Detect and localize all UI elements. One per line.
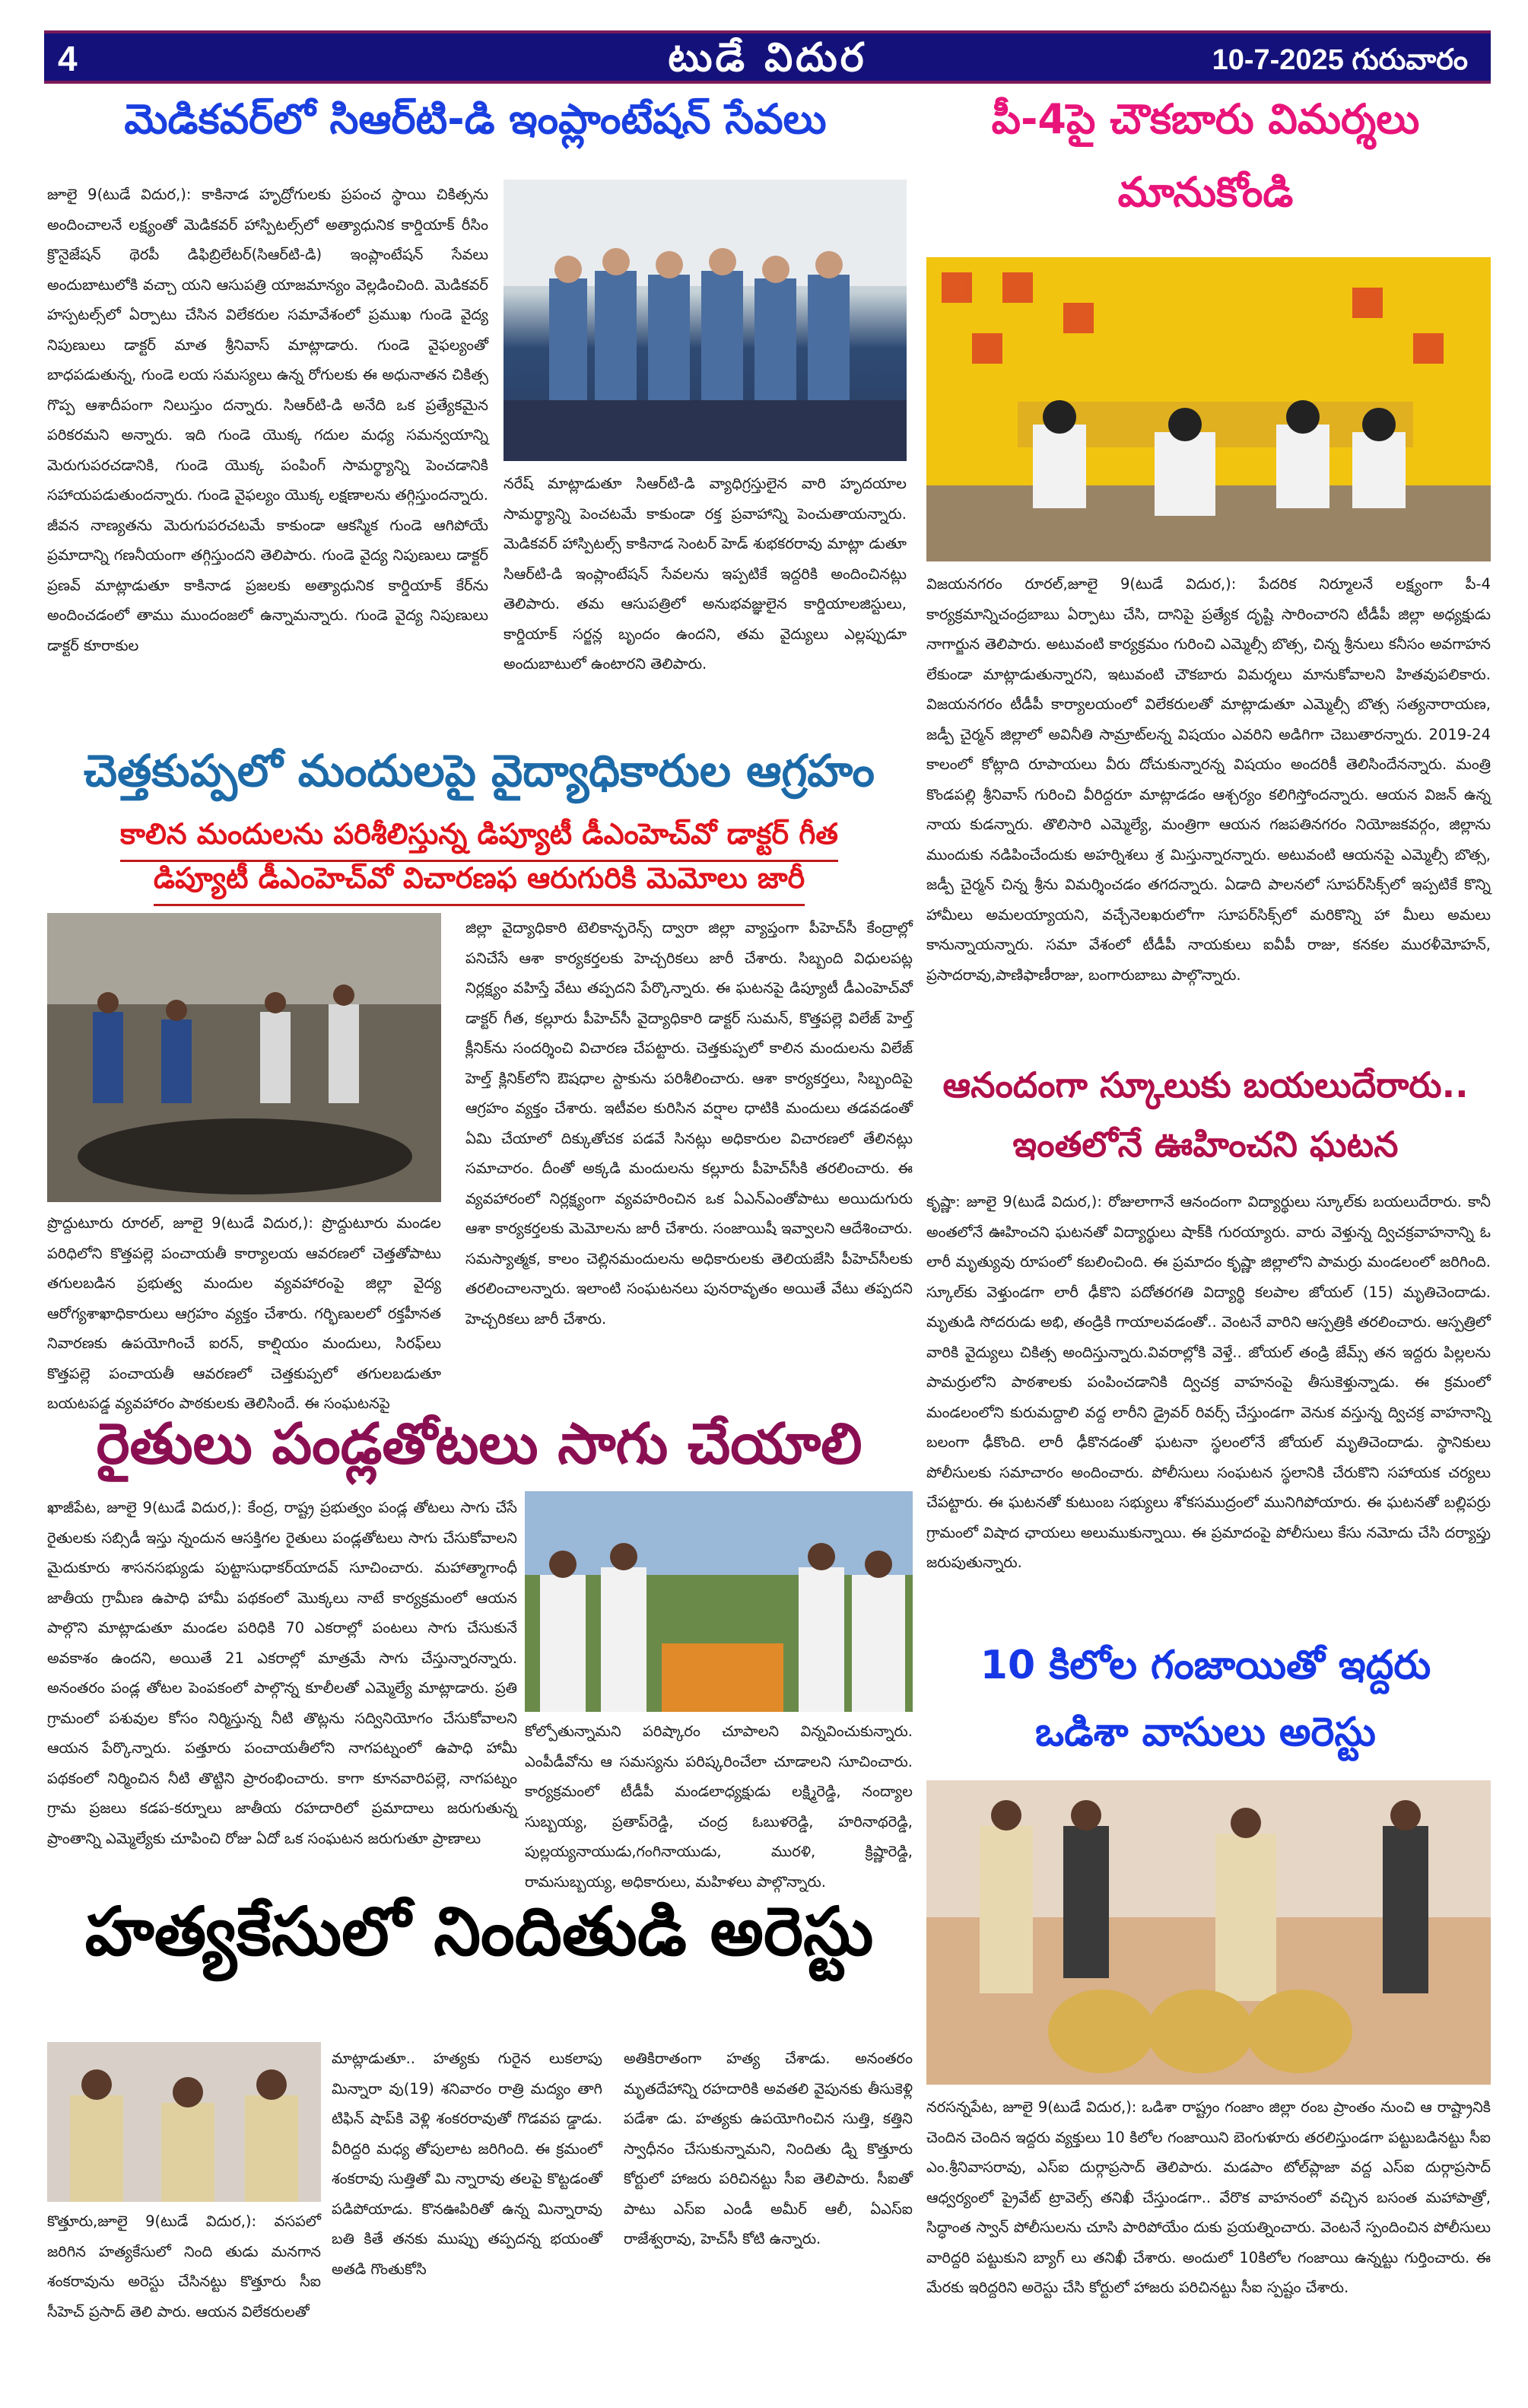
medicover-headline: మెడికవర్‌లో సిఆర్‌టి-డి ఇంప్లాంటేషన్ సేవలు — [124, 95, 827, 143]
chettakuppa-subhead-2: డిప్యూటీ డీఎంహెచ్‌వో విచారణఫ ఆరుగురికి మెమోలు జారీ — [154, 861, 805, 906]
school-body: కృష్ణా: జూలై 9(టుడే విదుర,): రోజులాగానే ఆనందంగా విద్యార్థులు స్కూల్‌కు బయలుదేరారు. కానీ అంతలోనే ఊహించని ఘటనతో విద్యార్థులు షాక్‌కి గురయ్యారు. వారు వెళ్తున్న ద్విచక్రవాహనాన్ని ఓ లారీ మృత్యువు రూపంలో కబలించింది. ఈ ప్రమాదం కృష్ణా జిల్లాలోని పామర్రు మండలంలో జరిగింది. స్కూల్‌కు వెళ్తుండగా లారీ ఢీకొని పదోతరగతి విద్యార్థి కలపాల జోయల్ (15) మృతిచెందాడు. మృతుడి సోదరుడు అభి, తండ్రికి గాయాలవడంతో.. వెంటనే వారిని ఆస్పత్రికి తరలించారు. ఆస్పత్రిలో వారికి వైద్యులు చికిత్స అందిస్తున్నారు.వివరాల్లోకి వెళ్తే.. జోయల్ తండ్రి జేమ్స్ తన ఇద్దరు పిల్లలను పామర్రులోని పాఠశాలకు పంపించడానికి ద్విచక్ర వాహనంపై తీసుకెళ్తున్నాడు. ఈ క్రమంలో మండలంలోని కురుమద్దాలి వద్ద లారీని డ్రైవర్ రివర్స్ చేస్తుండగా వెనుక వస్తున్న ద్విచక్ర వాహనాన్ని బలంగా ఢీకొంది. లారీ ఢీకొనడంతో ఘటనా స్థలంలోనే జోయల్ మృతిచెందాడు. స్థానికులు పోలీసులకు సమాచారం అందించారు. పోలీసులు సంఘటన స్థలానికి చేరుకొని సహాయక చర్యలు చేపట్టారు. ఈ ఘటనతో కుటుంబ సభ్యులు శోకసముద్రంలో మునిగిపోయారు. ఈ ఘటనతో బల్లిపర్రు గ్రామంలో విషాద ఛాయలు అలుముకున్నాయి. ఈ ప్రమాదంపై పోలీసులు కేసు నమోదు చేసి దర్యాప్తు జరుపుతున్నారు. — [926, 1193, 1491, 1571]
issue-date: 10-7-2025 గురువారం — [1212, 44, 1468, 76]
masthead — [44, 30, 1491, 84]
ganja-headline-line2: ఒడిశా వాసులు అరెస్టు — [1035, 1710, 1376, 1755]
planting-saplings-photo-icon — [525, 1491, 913, 1712]
p4-photo — [926, 257, 1491, 561]
chettakuppa-subhead-1-wrap — [46, 817, 913, 862]
medical-team-photo-icon — [504, 180, 907, 461]
police-with-accused-photo-icon — [47, 2042, 321, 2202]
ganja-body: నరసన్నపేట, జూలై 9(టుడే విదుర,): ఒడిశా రాష్ట్రం గంజాం జిల్లా రంబ ప్రాంతం నుంచి ఆ రాష్ట్రానికి చెందిన చెందిన ఇద్దరు వ్యక్తులు 10 కిలోల గంజాయిని బెంగుళూరు తరలిస్తుండగా పట్టుబడినట్టు సీఐ ఎం.శ్రీనివాసరావు, ఎస్ఐ దుర్గాప్రసాద్ తెలిపారు. మడపాం టోల్‌ప్లాజా వద్ద ఎస్ఐ దుర్గాప్రసాద్ ఆధ్వర్యంలో ప్రైవేట్ ట్రావెల్స్ తనిఖీ చేస్తుండగా.. వేరొక వాహనంలో వచ్చిన బసంత మహాపాత్రో, సిద్ధాంత స్వాన్ పోలీసులను చూసి పారిపోయేం దుకు ప్రయత్నించారు. వెంటనే స్పందించిన పోలీసులు వారిద్దరి పట్టుకుని బ్యాగ్ లు తనిఖీ చేశారు. అందులో 10కిలోల గంజాయి ఉన్నట్టు గుర్తించారు. ఈ మేరకు ఇరిద్దరిని అరెస్టు చేసి కోర్టులో హాజరు పరిచినట్టు సీఐ స్పష్టం చేశారు. — [926, 2098, 1491, 2296]
farmers-body-col2: కోల్పోతున్నామని పరిష్కారం చూపాలని విన్నవించుకున్నారు. ఎంపీడీవోను ఆ సమస్యను పరిష్కరించేలా చూడాలని సూచించారు. కార్యక్రమంలో టీడీపీ మండలాధ్యక్షుడు లక్ష్మిరెడ్డి, నంద్యాల సుబ్బయ్య, ప్రతాప్‌రెడ్డి, చంద్ర ఓబుళరెడ్డి, హరినాథరెడ్డి, పుల్లయ్యనాయుడు,గంగినాయుడు, మురళి, క్రిష్ణారెడ్డి, రామసుబ్బయ్య, అధికారులు, మహిళలు పాల్గొన్నారు. — [525, 1722, 913, 1891]
school-headline-line1: ఆనందంగా స్కూలుకు బయలుదేరారు.. — [942, 1064, 1469, 1105]
police-arrest-photo-icon — [926, 1780, 1491, 2085]
medicover-body-col2: నరేష్ మాట్లాడుతూ సిఆర్‌టి-డి వ్యాధిగ్రస్తులైన వారి హృదయాల సామర్థ్యాన్ని పెంచటమే కాకుండా రక్త ప్రవాహాన్ని పెంచుతాయన్నారు. మెడికవర్ హాస్పిటల్స్ కాకినాడ సెంటర్ హెడ్ శుభకరరావు మాట్లా డుతూ సిఆర్‌టి-డి ఇంప్లాంటేషన్ సేవలను ఇప్పటికే ఇద్దరికి అందించినట్లు తెలిపారు. తమ ఆసుపత్రిలో అనుభవజ్ఞులైన కార్డియాలజిస్టులు, కార్డియాక్ సర్జన్ల బృందం ఉందని, తమ వైద్యులు ఎల్లప్పుడూ అందుబాటులో ఉంటారని తెలిపారు. — [504, 475, 907, 673]
school-headline-line2: ఇంతలోనే ఊహించని ఘటన — [1012, 1124, 1399, 1165]
p4-body: విజయనగరం రూరల్,జూలై 9(టుడే విదుర,): పేదరిక నిర్మూలనే లక్ష్యంగా పీ-4 కార్యక్రమాన్నిచంద్రబాబు ఏర్పాటు చేసి, దానిపై ప్రత్యేక దృష్టి సారించారని టీడీపీ జిల్లా అధ్యక్షుడు నాగార్జున తెలిపారు. అటువంటి కార్యక్రమం గురించి ఎమ్మెల్సీ బొత్స, చిన్న శ్రీనులు కనీసం అవగాహన లేకుండా మాట్లాడుతున్నారని, ఇటువంటి చౌకబారు విమర్శలు మానుకోవాలని హితవుపలికారు. విజయనగరం టీడీపీ కార్యాలయంలో విలేకరులతో మాట్లాడుతూ ఎమ్మెల్సీ బొత్స సత్యనారాయణ, జడ్పీ చైర్మన్ జిల్లాలో అవినీతి సామ్రాట్‌లన్న విషయం ఎవరిని అడిగిగా చెబుతారన్నారు. 2019-24 కాలంలో కోట్లాది రూపాయలు వీరు దోచుకున్నారన్న విషయం అందరికీ తెలిసిందేనన్నారు. మంత్రి కొండపల్లి శ్రీనివాస్ గురించి వీరిద్దరూ మాట్లాడడం ఆశ్చర్యం కలిగిస్తోందన్నారు. ఆయన విజన్ ఉన్న నాయ కుడన్నారు. తొలిసారి ఎమ్మెల్యే, మంత్రిగా ఆయన గజపతినగరం నియోజకవర్గం, జిల్లాను ముందుకు నడిపించేందుకు అహర్నిశలు శ్ర మిస్తున్నారన్నారు. అటువంటి ఆయనపై ఎమ్మెల్సీ బొత్స, జడ్పీ చైర్మన్ చిన్న శ్రీను విమర్శించడం తగదన్నారు. ఏడాది పాలనలో సూపర్‌సిక్స్‌లో ఇప్పటికే కొన్ని హామీలు అమలయ్యాయని, వచ్చేనెలఖరులోగా సూపర్‌సిక్స్‌లో మరికొన్ని హా మీలు అమలు కానున్నాయన్నారు. సమా వేశంలో టీడీపీ నాయకులు ఐవీపీ రాజు, కనకల మురళీమోహన్, ప్రసాదరావు,పాణిఫాణీరాజు, బంగారుబాబు పాల్గొన్నారు. — [926, 575, 1491, 984]
farmers-photo — [525, 1491, 913, 1712]
medicover-photo — [504, 180, 907, 461]
farmers-body-col1: ఖాజీపేట, జూలై 9(టుడే విదుర,): కేంద్ర, రాష్ట్ర ప్రభుత్వం పండ్ల తోటలు సాగు చేసే రైతులకు సబ్సిడీ ఇస్తు న్నందున ఆసక్తిగల రైతులు పండ్లతోటలు సాగు చేసుకోవాలని మైదుకూరు శాసనసభ్యుడు పుట్టాసుధాకర్‌యాదవ్ సూచించారు. మహాత్మాగాంధీ జాతీయ గ్రామీణ ఉపాధి హామీ పథకంలో మొక్కలు నాటే కార్యక్రమంలో ఆయన పాల్గొని మాట్లాడుతూ మండల పరిధికి 70 ఎకరాల్లో పంటలు సాగు చేసుకునే అవకాశం ఉందని, అయితే 21 ఎకరాల్లో మాత్రమే సాగు చేస్తున్నారన్నారు. అనంతరం పండ్ల తోటల పెంపకంలో పాల్గొన్న కూలీలతో ఎమ్మెల్యే మాట్లాడారు. ప్రతి గ్రామంలో పశువుల కోసం నిర్మిస్తున్న నీటి తొట్లను సద్వినియోగం చేసుకోవాలని ఆయన పేర్కొన్నారు. పత్తూరు పంచాయతీలోని నాగపట్నంలో ఉపాధి హామీ పథకంలో నిర్మించిన నీటి తొట్టిని ప్రారంభించారు. కాగా కూనవారిపల్లె, నాగపట్నం గ్రామ ప్రజలు కడప-కర్నూలు జాతీయ రహదారిలో ప్రమాదాలు జరుగుతున్న ప్రాంతాన్ని ఎమ్మెల్యేకు చూపించి రోజు ఏదో ఒక సంఘటన జరుగుతూ ప్రాణాలు — [47, 1499, 517, 1847]
farmers-headline: రైతులు పండ్లతోటలు సాగు చేయాలి — [96, 1411, 862, 1477]
ganja-photo — [926, 1780, 1491, 2085]
burnt-medicines-photo-icon — [47, 913, 441, 1202]
paper-name: టుడే విదుర — [668, 35, 867, 81]
chettakuppa-subhead-1: కాలిన మందులను పరిశీలిస్తున్న డిప్యూటీ డీఎంహెచ్‌వో డాక్టర్ గీత — [120, 817, 838, 862]
chettakuppa-photo — [47, 913, 441, 1202]
murder-photo — [47, 2042, 321, 2202]
page-number: 4 — [58, 39, 78, 78]
murder-body-col2: మాట్లాడుతూ.. హత్యకు గురైన లుకలాపు మిన్నారా వు(19) శనివారం రాత్రి మద్యం తాగి టిఫిన్ షాప్‌కి వెళ్లి శంకరరావుతో గొడవప డ్డాడు. వీరిద్దరి మధ్య తోపులాట జరిగింది. ఈ క్రమంలో శంకరావు సుత్తితో మి న్నారావు తలపై కొట్టడంతో పడిపోయాడు. కొనఊపిరితో ఉన్న మిన్నారావు బతి కితే తనకు ముప్పు తప్పదన్న భయంతో అతడి గొంతుకోసి — [332, 2050, 602, 2278]
p4-headline-line2: మానుకోండి — [1117, 168, 1294, 216]
medicover-body-col1: జూలై 9(టుడే విదుర,): కాకినాడ హృద్రోగులకు ప్రపంచ స్థాయి చికిత్సను అందించాలనే లక్ష్యంతో మెడికవర్ హాస్పిటల్స్‌లో అత్యాధునిక కార్డియాక్ రీసిం క్రొనైజేషన్ థెరపీ డిఫిబ్రిలేటర్(సిఆర్‌టి-డి) ఇంప్లాంటేషన్ సేవలు అందుబాటులోకి వచ్చా యని ఆసుపత్రి యాజమాన్యం వెల్లడించింది. మెడికవర్ హస్పటల్స్‌లో ఏర్పాటు చేసిన విలేకరుల సమావేశంలో ప్రముఖ గుండె వైద్య నిపుణులు డాక్టర్ మాత శ్రీనివాస్ మాట్లాడారు. గుండె వైఫల్యంతో బాధపడుతున్న, గుండె లయ సమస్యలు ఉన్న రోగులకు ఈ అధునాతన చికిత్స గొప్ప ఆశాదీపంగా నిలుస్తుం దన్నారు. సిఆర్‌టి-డి అనేది ఒక ప్రత్యేకమైన పరికరమని అన్నారు. ఇది గుండె యొక్క గదుల మధ్య సమన్వయాన్ని మెరుగుపరచడానికి, గుండె యొక్క పంపింగ్ సామర్థ్యాన్ని పెంచడానికి సహాయపడుతుందన్నారు. గుండె వైఫల్యం యొక్క లక్షణాలను తగ్గిస్తుందన్నారు. జీవన నాణ్యతను మెరుగుపరచటమే కాకుండా ఆకస్మిక గుండె ఆగిపోయే ప్రమాదాన్ని గణనీయంగా తగ్గిస్తుందని తెలిపారు. గుండె వైద్య నిపుణులు డాక్టర్ ప్రణవ్ మాట్లాడుతూ కాకినాడ ప్రజలకు అత్యాధునిక కార్డియాక్ కేర్‌ను అందించడంలో తాము ముందంజలో ఉన్నామన్నారు. గుండె వైద్య నిపుణులు డాక్టర్ కూరాకుల — [47, 186, 488, 654]
chettakuppa-headline: చెత్తకుప్పలో మందులపై వైద్యాధికారుల ఆగ్రహం — [84, 745, 875, 797]
murder-headline: హత్యకేసులో నిందితుడి అరెస్టు — [84, 1892, 874, 1971]
murder-body-col3: అతికిరాతంగా హత్య చేశాడు. అనంతరం మృతదేహాన్ని రహదారికి అవతలి వైపునకు తీసుకెళ్లి పడేశా డు. హత్యకు ఉపయోగించిన సుత్తి, కత్తిని స్వాధీనం చేసుకున్నామని, నిందితు డ్ని కొత్తూరు కోర్టులో హాజరు పరిచినట్టు సీఐ తెలిపారు. సీఐతో పాటు ఎస్ఐ ఎండీ అమీర్ ఆలీ, ఏఎస్ఐ రాజేశ్వరావు, హెచ్‌సీ కోటి ఉన్నారు. — [624, 2050, 913, 2247]
chettakuppa-body-col2: జిల్లా వైద్యాధికారి టెలికాన్ఫరెన్స్ ద్వారా జిల్లా వ్యాప్తంగా పీహెచ్‌సీ కేంద్రాల్లో పనిచేసే ఆశా కార్యకర్తలకు హెచ్చరికలు జారీ చేశారు. సిబ్బంది విధులపట్ల నిర్లక్ష్యం వహిస్తే వేటు తప్పదని పేర్కొన్నారు. ఈ ఘటనపై డిప్యూటీ డీఎంహెచ్‌వో డాక్టర్ గీత, కల్లూరు పీహెచ్‌సీ వైద్యాధికారి డాక్టర్ సుమన్, కొత్తపల్లె విలేజ్ హెల్త్ క్లీనిక్‌ను సందర్శించి విచారణ చేపట్టారు. చెత్తకుప్పలో కాలిన మందులను విలేజ్ హెల్త్ క్లినిక్‌లోని ఔషధాల స్టాకును పరిశీలించారు. ఆశా కార్యకర్తలు, సిబ్బందిపై ఆగ్రహం వ్యక్తం చేశారు. ఇటీవల కురిసిన వర్షాల ధాటికి మందులు తడవడంతో ఏమి చేయాలో దిక్కుతోచక పడవే సినట్లు అధికారుల విచారణలో తేలినట్లు సమాచారం. దీంతో అక్కడి మందులను కల్లూరు పీహెచ్‌సీకి తరలించారు. ఈ వ్యవహారంలో నిర్లక్ష్యంగా వ్యవహరించిన ఒక ఏఎన్‌ఎంతోపాటు అయిదుగురు ఆశా కార్యకర్తలకు మెమోలను జారీ చేశారు. సంజాయిషీ ఇవ్వాలని ఆదేశించారు. సమస్యాత్మక, కాలం చెల్లినమందులను అధికారులకు తెలియజేసి పీహెచ్‌సీలకు తరలించాలన్నారు. ఇలాంటి సంఘటనలు పునరావృతం అయితే వేటు తప్పదని హెచ్చరికలు జారీ చేశారు. — [465, 919, 913, 1328]
chettakuppa-body-col1: ప్రొద్దుటూరు రూరల్, జూలై 9(టుడే విదుర,): ప్రొద్దుటూరు మండల పరిధిలోని కొత్తపల్లె పంచాయతీ కార్యాలయ ఆవరణలో చెత్తతోపాటు తగులబడిన ప్రభుత్వ మందుల వ్యవహారంపై జిల్లా వైద్య ఆరోగ్యశాఖాధికారులు ఆగ్రహం వ్యక్తం చేశారు. గర్భిణులలో రక్తహీనత నివారణకు ఉపయోగించే ఐరన్, కాల్షియం మందులు, సిరఫ్‌లు కొత్తపల్లె పంచాయతీ ఆవరణలో చెత్తకుప్పలో తగులబడుతూ బయటపడ్డ వ్యవహారం పాఠకులకు తెలిసిందే. ఈ సంఘటనపై — [47, 1214, 441, 1412]
tdp-press-meet-photo-icon — [926, 257, 1491, 561]
chettakuppa-subhead-2-wrap — [46, 861, 913, 906]
p4-headline-line1: పీ-4పై చౌకబారు విమర్శలు — [991, 95, 1420, 143]
ganja-headline-line1: 10 కిలోల గంజాయితో ఇద్దరు — [980, 1643, 1431, 1688]
murder-body-col1: కొత్తూరు,జూలై 9(టుడే విదుర,): వసపలో జరిగిన హత్యకేసులో నింది తుడు మనగాన శంకరావును అరెస్టు చేసినట్టు కొత్తూరు సీఐ సీహెచ్ ప్రసాద్ తెలి పారు. ఆయన విలేకరులతో — [47, 2212, 321, 2321]
